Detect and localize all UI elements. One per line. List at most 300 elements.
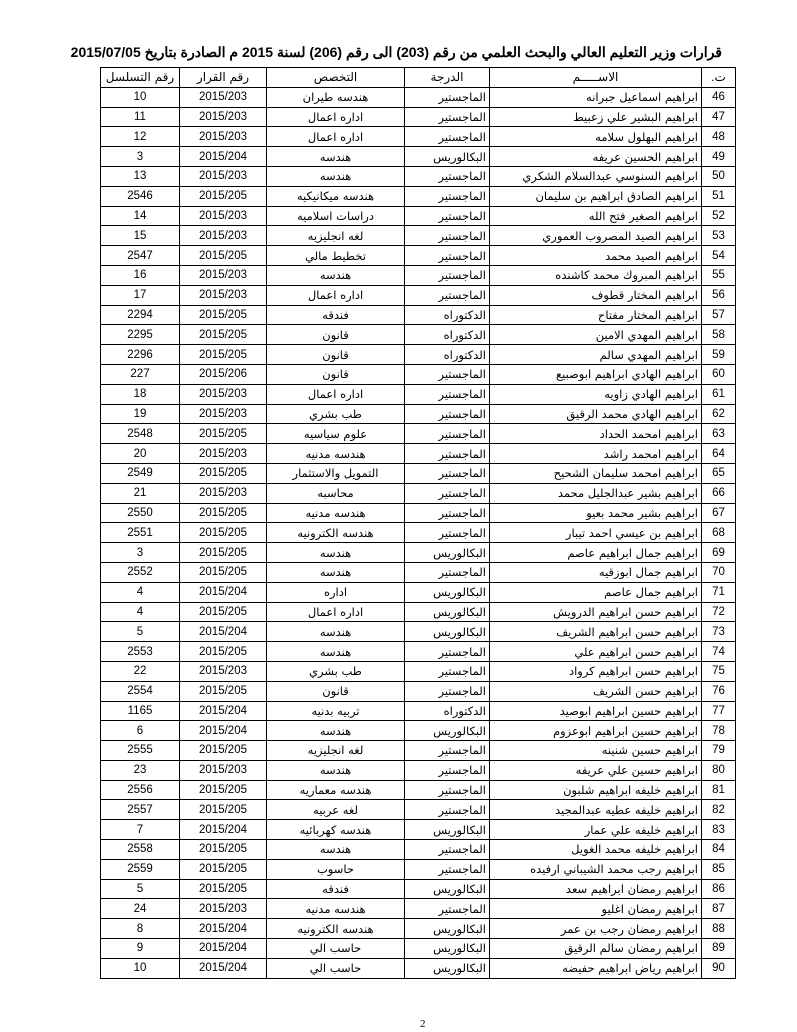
- cell-serial: 2547: [101, 246, 180, 266]
- header-decision: رقم القرار: [180, 68, 267, 88]
- table-row: [101, 523, 736, 543]
- cell-no: 82: [702, 800, 736, 820]
- cell-serial: 14: [101, 206, 180, 226]
- cell-decision: 2015/205: [180, 305, 267, 325]
- cell-decision: 2015/204: [180, 582, 267, 602]
- cell-specialty: هندسه الكترونيه: [267, 523, 405, 543]
- cell-decision: 2015/205: [180, 800, 267, 820]
- cell-specialty: هندسه: [267, 721, 405, 741]
- cell-serial: 227: [101, 364, 180, 384]
- decisions-table: [100, 67, 736, 979]
- cell-name: ابراهيم المبروك محمد كاشنده: [490, 265, 702, 285]
- table-row: [101, 859, 736, 879]
- cell-specialty: لغه انجليزيه: [267, 741, 405, 761]
- table-row: [101, 582, 736, 602]
- cell-degree: الماجستير: [405, 206, 490, 226]
- cell-degree: الماجستير: [405, 364, 490, 384]
- cell-decision: 2015/203: [180, 107, 267, 127]
- table-header-row: [101, 68, 736, 88]
- cell-no: 65: [702, 463, 736, 483]
- cell-serial: 23: [101, 760, 180, 780]
- cell-name: ابراهيم جمال ابراهيم عاصم: [490, 543, 702, 563]
- cell-no: 68: [702, 523, 736, 543]
- cell-no: 60: [702, 364, 736, 384]
- cell-no: 52: [702, 206, 736, 226]
- cell-specialty: هندسه مدنيه: [267, 444, 405, 464]
- cell-no: 61: [702, 384, 736, 404]
- cell-decision: 2015/203: [180, 127, 267, 147]
- cell-serial: 2546: [101, 186, 180, 206]
- cell-specialty: فندقه: [267, 305, 405, 325]
- cell-decision: 2015/205: [180, 642, 267, 662]
- cell-no: 50: [702, 166, 736, 186]
- cell-degree: الدكتوراه: [405, 325, 490, 345]
- cell-decision: 2015/203: [180, 285, 267, 305]
- table-row: [101, 404, 736, 424]
- table-row: [101, 800, 736, 820]
- cell-specialty: هندسه: [267, 840, 405, 860]
- cell-name: ابراهيم المهدي سالم: [490, 345, 702, 365]
- cell-specialty: لغه انجليزيه: [267, 226, 405, 246]
- cell-name: ابراهيم الصيد المصروب العموري: [490, 226, 702, 246]
- cell-name: ابراهيم امحمد الحداد: [490, 424, 702, 444]
- cell-degree: الماجستير: [405, 780, 490, 800]
- cell-serial: 21: [101, 483, 180, 503]
- cell-name: ابراهيم المختار قطوف: [490, 285, 702, 305]
- table-row: [101, 820, 736, 840]
- cell-name: ابراهيم رجب محمد الشيباني ارفيده: [490, 859, 702, 879]
- cell-specialty: هندسه معماريه: [267, 780, 405, 800]
- cell-serial: 4: [101, 602, 180, 622]
- cell-no: 58: [702, 325, 736, 345]
- cell-degree: الماجستير: [405, 265, 490, 285]
- cell-serial: 17: [101, 285, 180, 305]
- cell-specialty: حاسوب: [267, 859, 405, 879]
- cell-decision: 2015/203: [180, 87, 267, 107]
- cell-name: ابراهيم حسين علي عريفه: [490, 760, 702, 780]
- cell-name: ابراهيم الهادي زاويه: [490, 384, 702, 404]
- cell-decision: 2015/205: [180, 503, 267, 523]
- cell-degree: الماجستير: [405, 127, 490, 147]
- cell-no: 87: [702, 899, 736, 919]
- cell-decision: 2015/205: [180, 543, 267, 563]
- cell-degree: الماجستير: [405, 681, 490, 701]
- cell-serial: 2294: [101, 305, 180, 325]
- cell-name: ابراهيم حسن ابراهيم الشريف: [490, 622, 702, 642]
- table-row: [101, 879, 736, 899]
- table-row: [101, 87, 736, 107]
- cell-degree: البكالوريس: [405, 543, 490, 563]
- cell-name: ابراهيم حسن ابراهيم كرواد: [490, 661, 702, 681]
- cell-decision: 2015/204: [180, 958, 267, 978]
- cell-name: ابراهيم رمضان اغليو: [490, 899, 702, 919]
- cell-decision: 2015/203: [180, 404, 267, 424]
- cell-decision: 2015/205: [180, 186, 267, 206]
- cell-decision: 2015/205: [180, 463, 267, 483]
- cell-specialty: قانون: [267, 681, 405, 701]
- cell-serial: 11: [101, 107, 180, 127]
- cell-no: 56: [702, 285, 736, 305]
- cell-decision: 2015/203: [180, 661, 267, 681]
- cell-serial: 10: [101, 87, 180, 107]
- cell-no: 80: [702, 760, 736, 780]
- cell-name: ابراهيم البشير علي زعبيط: [490, 107, 702, 127]
- cell-degree: الماجستير: [405, 384, 490, 404]
- cell-serial: 2555: [101, 741, 180, 761]
- table-row: [101, 642, 736, 662]
- table-row: [101, 958, 736, 978]
- cell-specialty: اداره اعمال: [267, 384, 405, 404]
- cell-degree: الماجستير: [405, 226, 490, 246]
- cell-name: ابراهيم بن عيسي احمد تيبار: [490, 523, 702, 543]
- cell-serial: 2559: [101, 859, 180, 879]
- cell-specialty: هندسه مدنيه: [267, 899, 405, 919]
- cell-degree: الماجستير: [405, 840, 490, 860]
- header-specialty: التخصص: [267, 68, 405, 88]
- cell-serial: 18: [101, 384, 180, 404]
- cell-no: 90: [702, 958, 736, 978]
- cell-specialty: حاسب الي: [267, 939, 405, 959]
- cell-decision: 2015/205: [180, 325, 267, 345]
- table-row: [101, 760, 736, 780]
- cell-name: ابراهيم بشير محمد بعيو: [490, 503, 702, 523]
- cell-decision: 2015/203: [180, 899, 267, 919]
- table-row: [101, 701, 736, 721]
- cell-serial: 6: [101, 721, 180, 741]
- cell-no: 89: [702, 939, 736, 959]
- cell-no: 79: [702, 741, 736, 761]
- table-row: [101, 107, 736, 127]
- cell-degree: الماجستير: [405, 899, 490, 919]
- cell-no: 76: [702, 681, 736, 701]
- cell-degree: الماجستير: [405, 404, 490, 424]
- cell-specialty: اداره اعمال: [267, 285, 405, 305]
- cell-name: ابراهيم الصادق ابراهيم بن سليمان: [490, 186, 702, 206]
- cell-decision: 2015/205: [180, 879, 267, 899]
- cell-no: 47: [702, 107, 736, 127]
- cell-degree: الماجستير: [405, 741, 490, 761]
- cell-decision: 2015/203: [180, 166, 267, 186]
- cell-degree: البكالوريس: [405, 622, 490, 642]
- cell-serial: 12: [101, 127, 180, 147]
- table-row: [101, 741, 736, 761]
- cell-decision: 2015/205: [180, 246, 267, 266]
- cell-decision: 2015/204: [180, 622, 267, 642]
- cell-name: ابراهيم الحسين عريفه: [490, 147, 702, 167]
- cell-serial: 3: [101, 543, 180, 563]
- cell-specialty: هندسه: [267, 642, 405, 662]
- page-number: 2: [420, 1018, 426, 1030]
- cell-decision: 2015/205: [180, 345, 267, 365]
- cell-name: ابراهيم الهادي ابراهيم ابوصبيع: [490, 364, 702, 384]
- cell-no: 55: [702, 265, 736, 285]
- cell-serial: 20: [101, 444, 180, 464]
- cell-serial: 2549: [101, 463, 180, 483]
- cell-specialty: هندسه كهربائيه: [267, 820, 405, 840]
- cell-name: ابراهيم المختار مفتاح: [490, 305, 702, 325]
- cell-degree: الماجستير: [405, 166, 490, 186]
- cell-degree: الماجستير: [405, 444, 490, 464]
- cell-no: 85: [702, 859, 736, 879]
- table-row: [101, 305, 736, 325]
- cell-decision: 2015/204: [180, 147, 267, 167]
- cell-no: 78: [702, 721, 736, 741]
- cell-serial: 2551: [101, 523, 180, 543]
- table-row: [101, 127, 736, 147]
- cell-specialty: هندسه الكترونيه: [267, 919, 405, 939]
- cell-no: 57: [702, 305, 736, 325]
- cell-no: 71: [702, 582, 736, 602]
- cell-specialty: هندسه: [267, 166, 405, 186]
- cell-degree: البكالوريس: [405, 939, 490, 959]
- cell-specialty: اداره اعمال: [267, 127, 405, 147]
- cell-decision: 2015/203: [180, 206, 267, 226]
- cell-specialty: فندقه: [267, 879, 405, 899]
- cell-serial: 7: [101, 820, 180, 840]
- table-row: [101, 780, 736, 800]
- cell-decision: 2015/204: [180, 701, 267, 721]
- cell-specialty: قانون: [267, 325, 405, 345]
- cell-specialty: لغه عربيه: [267, 800, 405, 820]
- cell-serial: 9: [101, 939, 180, 959]
- table-row: [101, 206, 736, 226]
- cell-name: ابراهيم حسين ابراهيم ابوعزوم: [490, 721, 702, 741]
- table-row: [101, 424, 736, 444]
- cell-name: ابراهيم امحمد راشد: [490, 444, 702, 464]
- cell-serial: 2548: [101, 424, 180, 444]
- table-row: [101, 721, 736, 741]
- table-row: [101, 681, 736, 701]
- cell-no: 74: [702, 642, 736, 662]
- cell-no: 75: [702, 661, 736, 681]
- table-row: [101, 840, 736, 860]
- cell-serial: 24: [101, 899, 180, 919]
- cell-specialty: هندسه ميكانيكيه: [267, 186, 405, 206]
- cell-no: 83: [702, 820, 736, 840]
- cell-name: ابراهيم السنوسي عبدالسلام الشكري: [490, 166, 702, 186]
- cell-serial: 2556: [101, 780, 180, 800]
- cell-serial: 2557: [101, 800, 180, 820]
- cell-serial: 2558: [101, 840, 180, 860]
- table-row: [101, 246, 736, 266]
- table-row: [101, 364, 736, 384]
- cell-degree: الدكتوراه: [405, 305, 490, 325]
- cell-serial: 2554: [101, 681, 180, 701]
- cell-degree: الماجستير: [405, 107, 490, 127]
- cell-degree: الماجستير: [405, 800, 490, 820]
- cell-degree: الماجستير: [405, 87, 490, 107]
- cell-no: 51: [702, 186, 736, 206]
- header-degree: الدرجة: [405, 68, 490, 88]
- cell-serial: 19: [101, 404, 180, 424]
- cell-decision: 2015/205: [180, 859, 267, 879]
- cell-serial: 3: [101, 147, 180, 167]
- cell-degree: الماجستير: [405, 246, 490, 266]
- cell-serial: 5: [101, 879, 180, 899]
- cell-serial: 4: [101, 582, 180, 602]
- cell-serial: 2552: [101, 562, 180, 582]
- cell-serial: 15: [101, 226, 180, 246]
- table-row: [101, 939, 736, 959]
- cell-no: 77: [702, 701, 736, 721]
- cell-specialty: قانون: [267, 364, 405, 384]
- cell-decision: 2015/205: [180, 602, 267, 622]
- table-row: [101, 562, 736, 582]
- cell-degree: الدكتوراه: [405, 701, 490, 721]
- table-row: [101, 463, 736, 483]
- cell-serial: 22: [101, 661, 180, 681]
- cell-specialty: هندسه مدنيه: [267, 503, 405, 523]
- cell-degree: البكالوريس: [405, 958, 490, 978]
- cell-degree: الماجستير: [405, 760, 490, 780]
- cell-name: ابراهيم جمال ابوزقيه: [490, 562, 702, 582]
- cell-specialty: اداره اعمال: [267, 107, 405, 127]
- cell-degree: البكالوريس: [405, 582, 490, 602]
- table-row: [101, 345, 736, 365]
- header-name: الاســـــم: [490, 68, 702, 88]
- cell-serial: 1165: [101, 701, 180, 721]
- cell-specialty: هندسه: [267, 265, 405, 285]
- cell-degree: البكالوريس: [405, 147, 490, 167]
- cell-degree: الماجستير: [405, 483, 490, 503]
- cell-degree: البكالوريس: [405, 879, 490, 899]
- cell-specialty: قانون: [267, 345, 405, 365]
- cell-no: 46: [702, 87, 736, 107]
- cell-decision: 2015/205: [180, 681, 267, 701]
- cell-name: ابراهيم جمال عاصم: [490, 582, 702, 602]
- cell-name: ابراهيم خليفه محمد الغويل: [490, 840, 702, 860]
- cell-decision: 2015/203: [180, 226, 267, 246]
- cell-serial: 13: [101, 166, 180, 186]
- cell-degree: الماجستير: [405, 562, 490, 582]
- cell-no: 66: [702, 483, 736, 503]
- cell-specialty: تخطيط مالي: [267, 246, 405, 266]
- cell-name: ابراهيم خليفه عطيه عبدالمجيد: [490, 800, 702, 820]
- cell-name: ابراهيم حسين شنينه: [490, 741, 702, 761]
- cell-name: ابراهيم البهلول سلامه: [490, 127, 702, 147]
- table-row: [101, 503, 736, 523]
- cell-specialty: هندسه طيران: [267, 87, 405, 107]
- cell-decision: 2015/205: [180, 780, 267, 800]
- cell-specialty: تربيه بدنيه: [267, 701, 405, 721]
- cell-name: ابراهيم امحمد سليمان الشحيح: [490, 463, 702, 483]
- cell-decision: 2015/205: [180, 741, 267, 761]
- cell-name: ابراهيم رمضان سالم الرقيق: [490, 939, 702, 959]
- cell-decision: 2015/204: [180, 721, 267, 741]
- cell-no: 54: [702, 246, 736, 266]
- cell-no: 62: [702, 404, 736, 424]
- cell-no: 63: [702, 424, 736, 444]
- cell-name: ابراهيم المهدي الامين: [490, 325, 702, 345]
- cell-serial: 10: [101, 958, 180, 978]
- cell-decision: 2015/203: [180, 384, 267, 404]
- cell-decision: 2015/205: [180, 562, 267, 582]
- cell-name: ابراهيم حسن ابراهيم الدرويش: [490, 602, 702, 622]
- cell-no: 86: [702, 879, 736, 899]
- cell-decision: 2015/203: [180, 265, 267, 285]
- cell-degree: البكالوريس: [405, 919, 490, 939]
- cell-specialty: محاسبه: [267, 483, 405, 503]
- cell-name: ابراهيم الصيد محمد: [490, 246, 702, 266]
- table-row: [101, 543, 736, 563]
- cell-decision: 2015/203: [180, 444, 267, 464]
- table-row: [101, 602, 736, 622]
- cell-degree: الدكتوراه: [405, 345, 490, 365]
- cell-degree: الماجستير: [405, 523, 490, 543]
- cell-decision: 2015/205: [180, 424, 267, 444]
- table-row: [101, 483, 736, 503]
- table-row: [101, 265, 736, 285]
- table-row: [101, 226, 736, 246]
- cell-name: ابراهيم رمضان رجب بن عمر: [490, 919, 702, 939]
- header-no: ت.: [702, 68, 736, 88]
- cell-degree: الماجستير: [405, 642, 490, 662]
- cell-specialty: هندسه: [267, 543, 405, 563]
- table-row: [101, 285, 736, 305]
- table-row: [101, 166, 736, 186]
- cell-no: 84: [702, 840, 736, 860]
- table-row: [101, 661, 736, 681]
- cell-name: ابراهيم الصغير فتح الله: [490, 206, 702, 226]
- cell-name: ابراهيم خليفه علي عمار: [490, 820, 702, 840]
- cell-specialty: هندسه: [267, 562, 405, 582]
- cell-serial: 2296: [101, 345, 180, 365]
- cell-name: ابراهيم حسين ابراهيم ابوصيد: [490, 701, 702, 721]
- cell-decision: 2015/205: [180, 840, 267, 860]
- cell-specialty: اداره اعمال: [267, 602, 405, 622]
- cell-specialty: هندسه: [267, 147, 405, 167]
- cell-degree: الماجستير: [405, 285, 490, 305]
- cell-degree: الماجستير: [405, 661, 490, 681]
- cell-name: ابراهيم خليفه ابراهيم شلبون: [490, 780, 702, 800]
- cell-degree: الماجستير: [405, 463, 490, 483]
- table-row: [101, 325, 736, 345]
- cell-serial: 16: [101, 265, 180, 285]
- table-row: [101, 622, 736, 642]
- header-serial: رقم التسلسل: [101, 68, 180, 88]
- cell-name: ابراهيم الهادي محمد الرقيق: [490, 404, 702, 424]
- cell-name: ابراهيم حسن الشريف: [490, 681, 702, 701]
- cell-specialty: طب بشري: [267, 661, 405, 681]
- cell-degree: البكالوريس: [405, 820, 490, 840]
- cell-decision: 2015/204: [180, 820, 267, 840]
- cell-decision: 2015/205: [180, 523, 267, 543]
- cell-name: ابراهيم حسن ابراهيم علي: [490, 642, 702, 662]
- cell-specialty: طب بشري: [267, 404, 405, 424]
- cell-no: 48: [702, 127, 736, 147]
- cell-decision: 2015/206: [180, 364, 267, 384]
- cell-name: ابراهيم رمضان ابراهيم سعد: [490, 879, 702, 899]
- cell-degree: البكالوريس: [405, 721, 490, 741]
- table-row: [101, 899, 736, 919]
- cell-no: 64: [702, 444, 736, 464]
- cell-no: 88: [702, 919, 736, 939]
- cell-decision: 2015/204: [180, 919, 267, 939]
- cell-no: 81: [702, 780, 736, 800]
- cell-decision: 2015/203: [180, 760, 267, 780]
- cell-degree: الماجستير: [405, 503, 490, 523]
- cell-specialty: علوم سياسيه: [267, 424, 405, 444]
- cell-specialty: هندسه: [267, 622, 405, 642]
- cell-specialty: حاسب الي: [267, 958, 405, 978]
- table-row: [101, 186, 736, 206]
- cell-degree: البكالوريس: [405, 602, 490, 622]
- table-row: [101, 384, 736, 404]
- cell-name: ابراهيم بشير عبدالجليل محمد: [490, 483, 702, 503]
- table-row: [101, 444, 736, 464]
- cell-no: 67: [702, 503, 736, 523]
- cell-degree: الماجستير: [405, 859, 490, 879]
